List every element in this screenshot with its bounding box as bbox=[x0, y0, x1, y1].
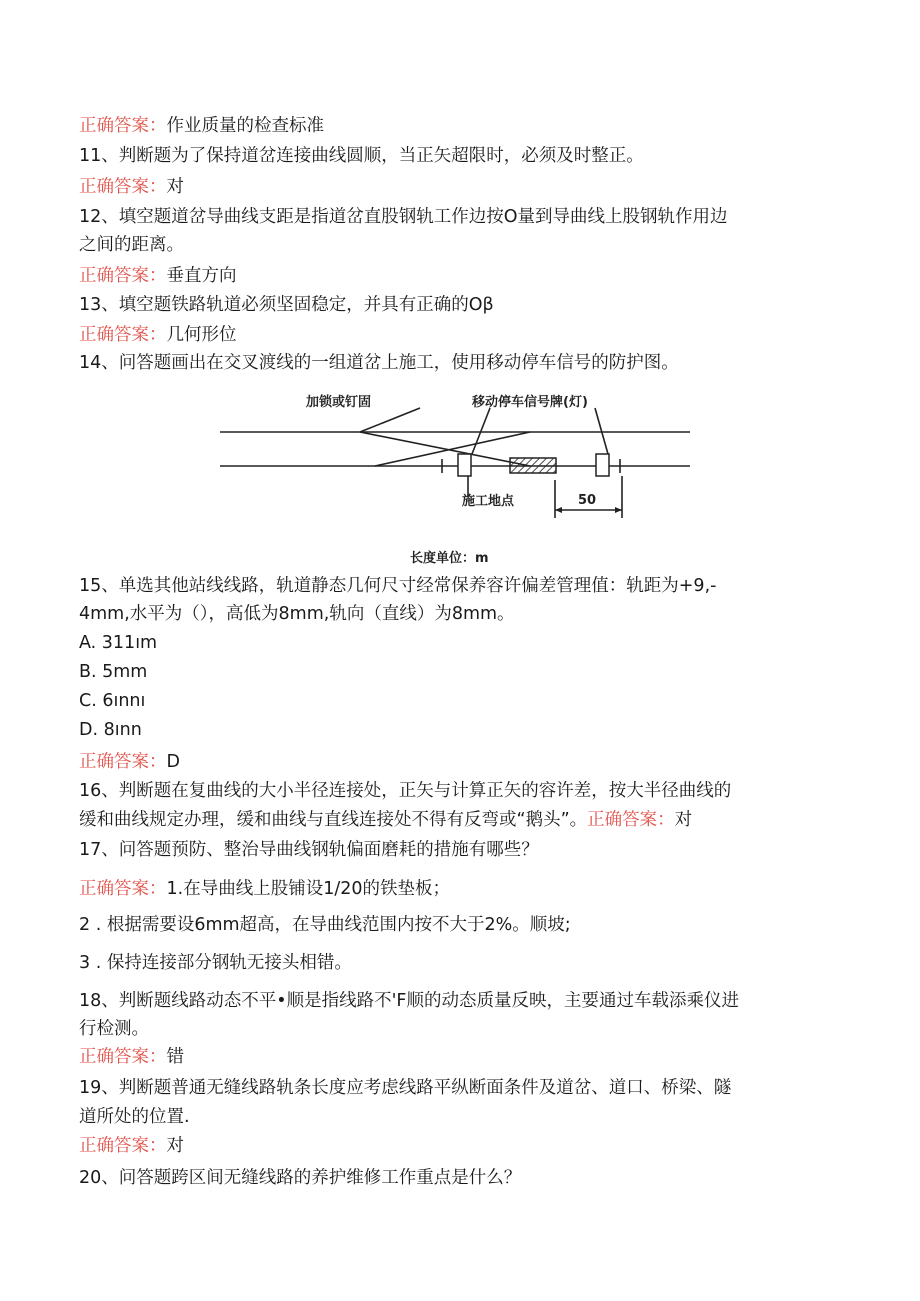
crossover-protection-diagram bbox=[210, 384, 700, 568]
signal-board-1 bbox=[458, 454, 471, 476]
signal-board-2 bbox=[596, 454, 609, 476]
answer-label: 正确答案： bbox=[79, 879, 167, 899]
answer-text: 对 bbox=[166, 1136, 184, 1156]
answer-line-10 bbox=[79, 114, 324, 138]
question-18-line2: 行检测。 bbox=[79, 1019, 149, 1039]
answer-line-11 bbox=[79, 175, 184, 199]
dim-arrow-left bbox=[555, 507, 562, 513]
track-lines bbox=[220, 408, 690, 518]
answer-text: D bbox=[166, 752, 180, 772]
answer-line-19 bbox=[79, 1134, 184, 1158]
answer-line-15 bbox=[79, 750, 180, 774]
question-12-line2: 之间的距离。 bbox=[79, 235, 184, 255]
answer-17-item2: 2 . 根据需要设6mm超高，在导曲线范围内按不大于2%。顺坡; bbox=[79, 915, 571, 935]
answer-label: 正确答案： bbox=[79, 177, 167, 197]
answer-text: 错 bbox=[166, 1047, 184, 1067]
answer-line-18 bbox=[79, 1045, 184, 1069]
question-20: 20、问答题跨区间无缝线路的养护维修工作重点是什么？ bbox=[79, 1168, 522, 1188]
question-19-line2: 道所处的位置. bbox=[79, 1107, 190, 1127]
label-distance: 50 bbox=[578, 493, 597, 508]
answer-label: 正确答案： bbox=[79, 266, 167, 286]
option-b: B. 5mm bbox=[79, 662, 148, 682]
question-15-line1: 15、单选其他站线线路，轨道静态几何尺寸经常保养容许偏差管理值：轨距为+9,- bbox=[79, 576, 717, 596]
answer-text: 垂直方向 bbox=[166, 266, 237, 286]
question-16-text: 缓和曲线规定办理，缓和曲线与直线连接处不得有反弯或“鹅头”。 bbox=[79, 810, 588, 830]
question-14: 14、问答题画出在交叉渡线的一组道岔上施工，使用移动停车信号的防护图。 bbox=[79, 353, 679, 373]
answer-line-12 bbox=[79, 264, 237, 288]
label-site: 施工地点 bbox=[462, 494, 515, 509]
construction-site-block bbox=[510, 458, 556, 473]
question-19-line1: 19、判断题普通无缝线路轨条长度应考虑线路平纵断面条件及道岔、道口、桥梁、隧 bbox=[79, 1078, 732, 1098]
answer-17-item3: 3 . 保持连接部分钢轨无接头相错。 bbox=[79, 953, 352, 973]
question-13: 13、填空题铁路轨道必须坚固稳定，并具有正确的Oβ bbox=[79, 295, 494, 315]
answer-line-17 bbox=[79, 877, 450, 901]
diagram-svg bbox=[210, 384, 700, 568]
answer-text: 对 bbox=[166, 177, 184, 197]
question-15-line2: 4mm,水平为（），高低为8mm,轨向（直线）为8mm。 bbox=[79, 604, 515, 624]
question-11: 11、判断题为了保持道岔连接曲线圆顺，当正矢超限时，必须及时整正。 bbox=[79, 146, 644, 166]
question-12-line1: 12、填空题道岔导曲线支距是指道岔直股钢轨工作边按O量到导曲线上股钢轨作用边 bbox=[79, 207, 728, 227]
signal-leader-2 bbox=[595, 408, 608, 454]
question-16-line1: 16、判断题在复曲线的大小半径连接处，正矢与计算正矢的容许差，按大半径曲线的 bbox=[79, 781, 732, 801]
answer-line-13 bbox=[79, 323, 237, 347]
answer-text: 对 bbox=[674, 810, 693, 830]
answer-text: 1.在导曲线上股铺设1/20的铁垫板； bbox=[166, 879, 450, 899]
question-16-line2 bbox=[79, 808, 692, 832]
question-18-line1: 18、判断题线路动态不平•顺是指线路不'F顺的动态质量反映，主要通过车载添乘仪进 bbox=[79, 991, 739, 1011]
answer-label: 正确答案： bbox=[79, 1136, 167, 1156]
option-a: A. 311ım bbox=[79, 633, 158, 653]
question-17: 17、问答题预防、整治导曲线钢轨偏面磨耗的措施有哪些？ bbox=[79, 840, 539, 860]
answer-label: 正确答案： bbox=[79, 325, 167, 345]
option-d: D. 8ınn bbox=[79, 720, 142, 740]
answer-text: 作业质量的检查标准 bbox=[166, 116, 324, 136]
answer-label: 正确答案： bbox=[79, 116, 167, 136]
answer-label: 正确答案： bbox=[79, 1047, 167, 1067]
option-c: C. 6ınnı bbox=[79, 691, 146, 711]
dim-arrow-right bbox=[615, 507, 622, 513]
label-lock: 加锁或钉固 bbox=[306, 395, 372, 410]
label-unit: 长度单位：m bbox=[410, 551, 489, 566]
lock-leader bbox=[360, 408, 420, 432]
answer-label: 正确答案： bbox=[587, 810, 675, 830]
answer-label: 正确答案： bbox=[79, 752, 167, 772]
label-signal: 移动停车信号牌(灯) bbox=[472, 395, 588, 410]
answer-text: 几何形位 bbox=[166, 325, 237, 345]
signal-leader-1 bbox=[472, 408, 490, 454]
